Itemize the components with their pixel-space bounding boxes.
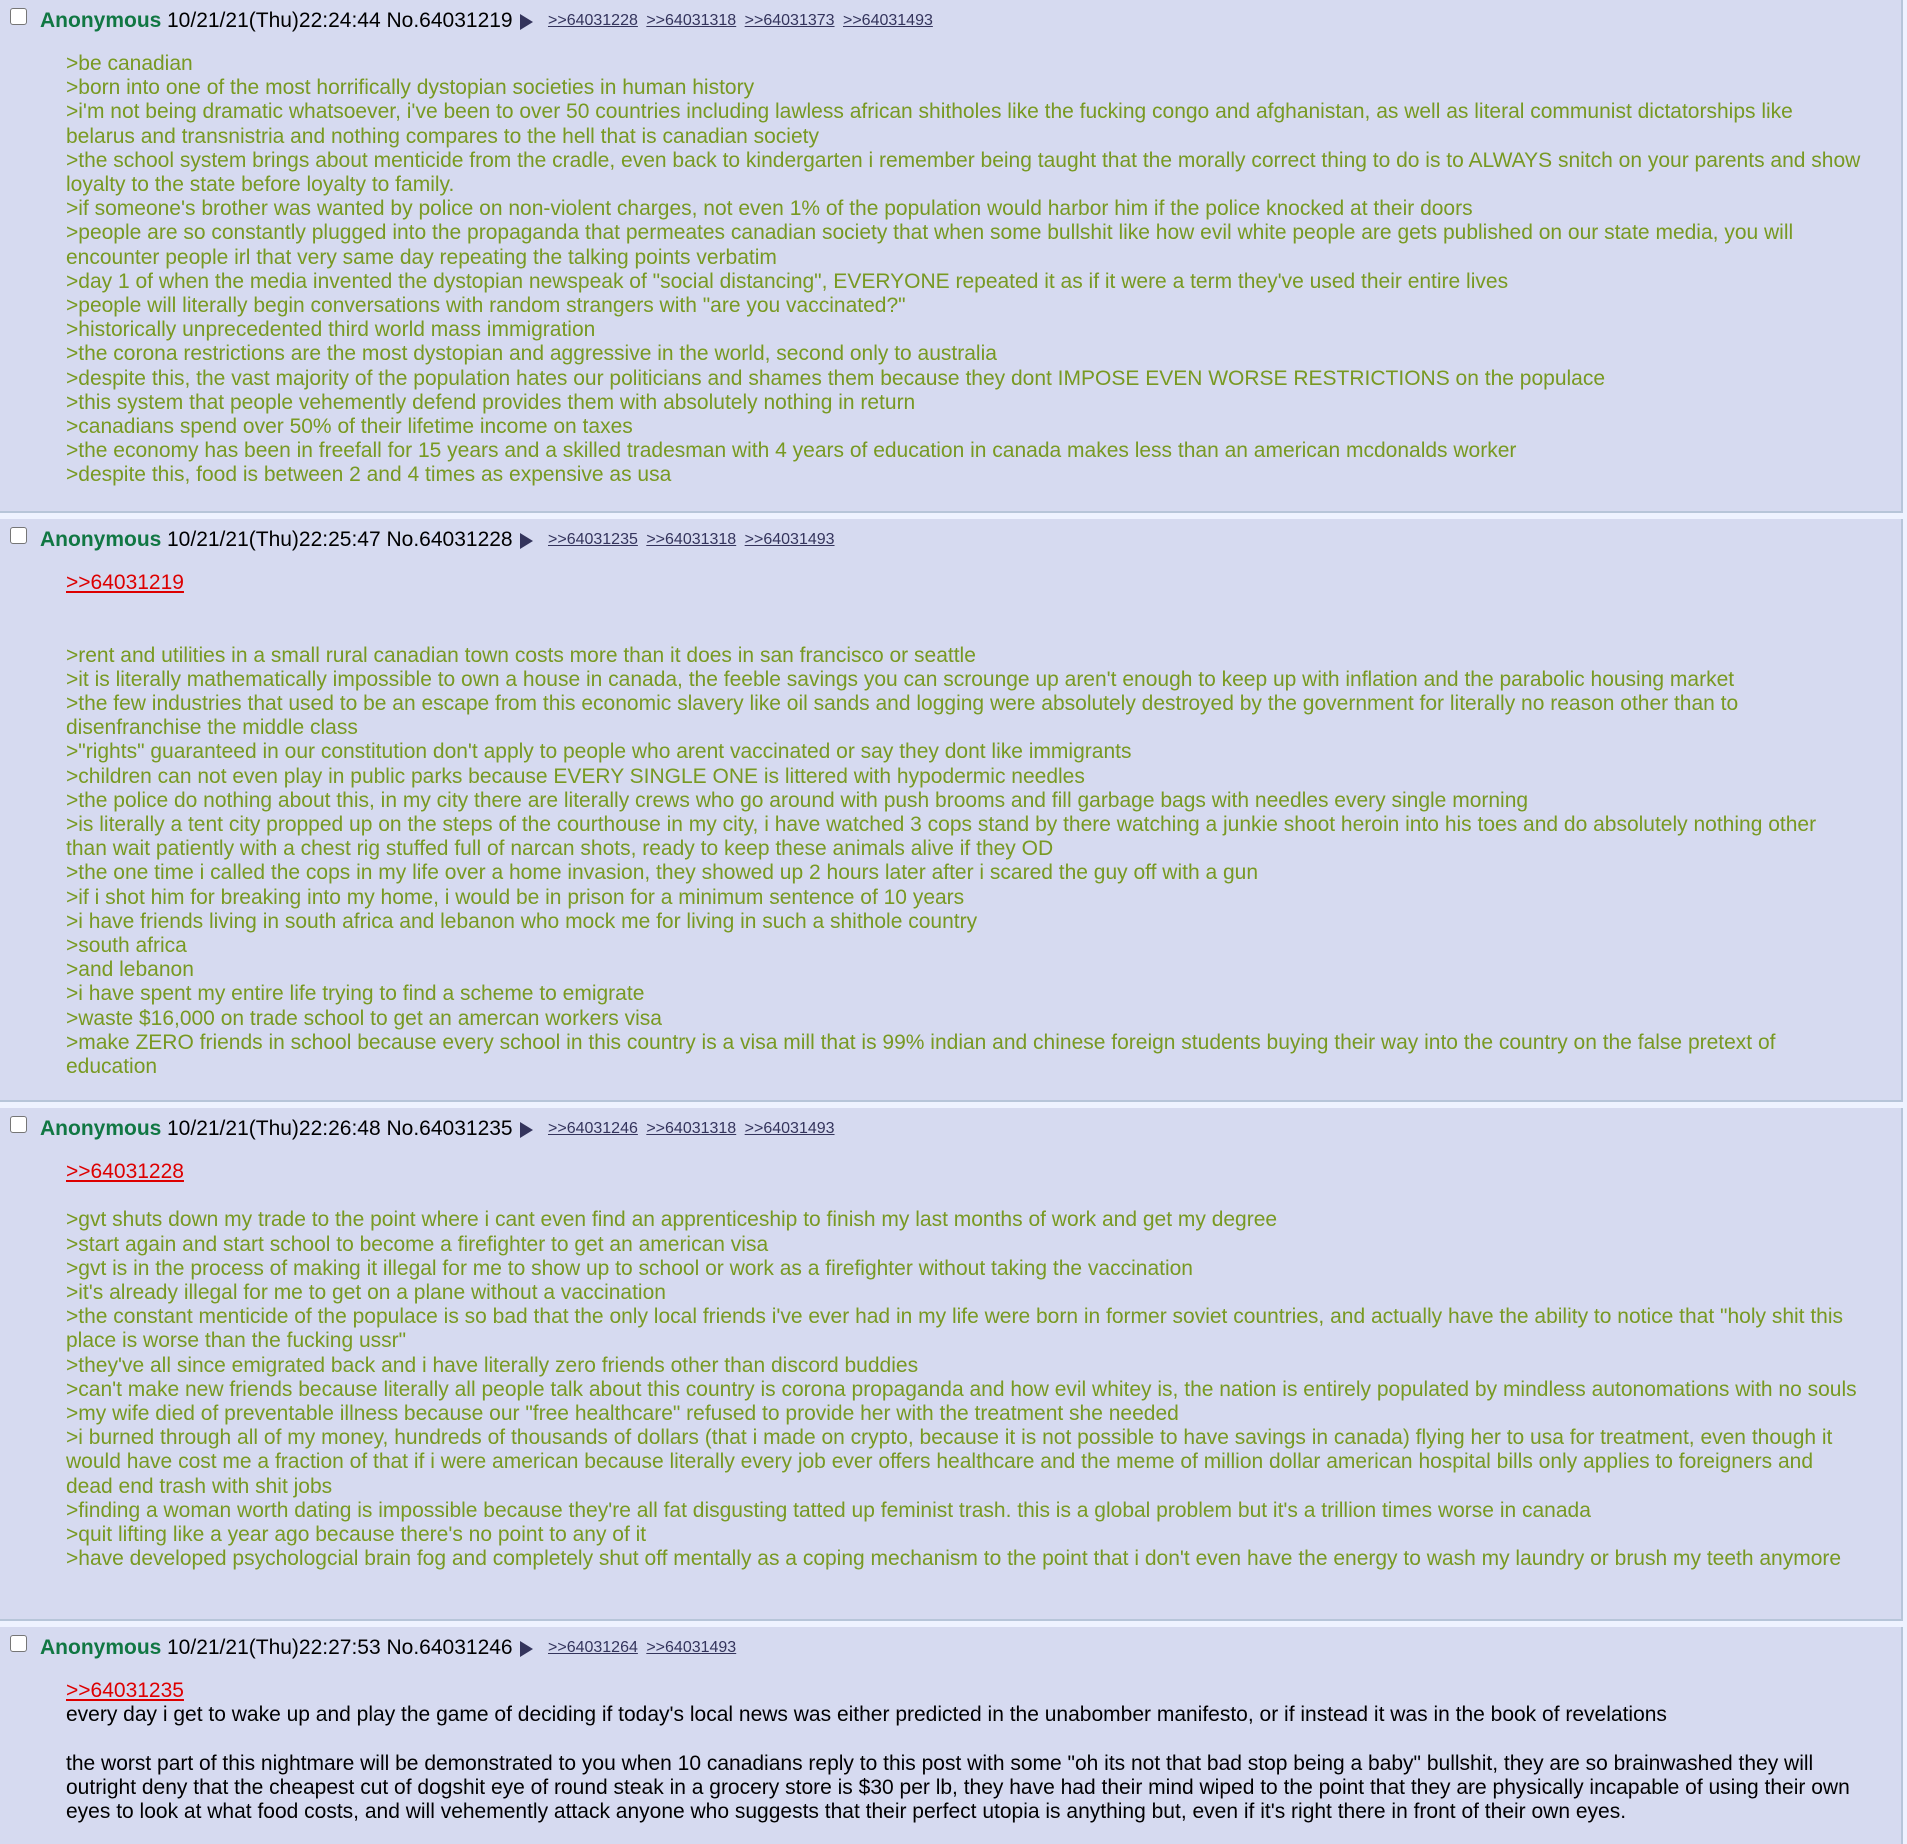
greentext-line: >"rights" guaranteed in our constitution don't apply to people who arent vaccinated or say they dont like immigrants: [66, 740, 1132, 764]
post-datetime-number[interactable]: 10/21/21(Thu)22:24:44 No.64031219: [167, 9, 513, 32]
greentext-line: >the constant menticide of the populace is so bad that the only local friends i've ever had in my life were born in former soviet countries, and actually have the ability to notice that "holy shit this place is worse than the fucking ussr": [66, 1305, 1849, 1353]
post: [0, 519, 1903, 1102]
greentext-line: >the police do nothing about this, in my city there are literally crews who go around with push brooms and fill garbage bags with needles every single morning: [66, 788, 1529, 812]
backlinks: [548, 1638, 740, 1658]
quote-link[interactable]: >>64031219: [66, 571, 184, 594]
quote-link[interactable]: >>64031228: [66, 1160, 184, 1183]
greentext-line: >children can not even play in public parks because EVERY SINGLE ONE is littered with hypodermic needles: [66, 764, 1085, 788]
greentext-line: >i have spent my entire life trying to find a scheme to emigrate: [66, 982, 645, 1006]
post-select-checkbox[interactable]: [10, 1635, 27, 1652]
blank-line: [66, 1184, 1861, 1208]
backlink[interactable]: >>64031493: [744, 531, 835, 548]
post-body: [66, 1679, 1861, 1824]
greentext-line: >it is literally mathematically impossible to own a house in canada, the feeble savings you can scrounge up aren't enough to keep up with inflation and the parabolic housing market: [66, 667, 1735, 691]
greentext-line: >quit lifting like a year ago because there's no point to any of it: [66, 1523, 647, 1547]
post: [0, 1108, 1903, 1621]
greentext-line: >the economy has been in freefall for 15 years and a skilled tradesman with 4 years of education in canada makes less than an american mcdonalds worker: [66, 439, 1517, 463]
greentext-line: >if someone's brother was wanted by police on non-violent charges, not even 1% of the population would harbor him if the police knocked at their doors: [66, 197, 1473, 221]
blank-line: [66, 595, 1861, 619]
greentext-line: >the school system brings about menticide from the cradle, even back to kindergarten i remember being taught that the morally correct thing to do is to ALWAYS snitch on your parents and show loyalty to the state before loyalty to family.: [66, 148, 1867, 197]
greentext-line: >canadians spend over 50% of their lifetime income on taxes: [66, 415, 633, 439]
poster-name: Anonymous: [40, 9, 162, 32]
greentext-line: >south africa: [66, 934, 187, 958]
greentext-line: >born into one of the most horrifically dystopian societies in human history: [66, 76, 755, 100]
greentext-line: >be canadian: [66, 52, 193, 75]
post: [0, 1627, 1903, 1844]
blank-line: [66, 619, 1861, 643]
greentext-line: >this system that people vehemently defend provides them with absolutely nothing in return: [66, 390, 916, 414]
expand-arrow-icon[interactable]: [520, 1641, 533, 1657]
greentext-line: >my wife died of preventable illness because our "free healthcare" refused to provide her with the treatment she needed: [66, 1402, 1179, 1426]
backlink[interactable]: >>64031373: [744, 12, 835, 29]
greentext-line: >if i shot him for breaking into my home, i would be in prison for a minimum sentence of 10 years: [66, 885, 965, 909]
post-select-checkbox[interactable]: [10, 8, 27, 25]
post-datetime-number[interactable]: 10/21/21(Thu)22:26:48 No.64031235: [167, 1117, 513, 1140]
greentext-line: >gvt is in the process of making it illegal for me to show up to school or work as a firefighter without taking the vaccination: [66, 1256, 1193, 1280]
greentext-line: >i have friends living in south africa and lebanon who mock me for living in such a shithole country: [66, 909, 978, 933]
poster-name: Anonymous: [40, 1636, 162, 1659]
quote-link[interactable]: >>64031235: [66, 1679, 184, 1702]
greentext-line: >people are so constantly plugged into the propaganda that permeates canadian society that when some bullshit like how evil white people are gets published on our state media, you will encounter people irl that very same day repeating the talking points verbatim: [66, 221, 1800, 269]
greentext-line: >waste $16,000 on trade school to get an amercan workers visa: [66, 1006, 662, 1030]
greentext-line: >gvt shuts down my trade to the point where i cant even find an apprenticeship to finish my last months of work and get my degree: [66, 1208, 1278, 1232]
comment-line: every day i get to wake up and play the game of deciding if today's local news was either predicted in the unabomber manifesto, or if instead it was in the book of revelations: [66, 1703, 1667, 1727]
expand-arrow-icon[interactable]: [520, 1122, 533, 1138]
greentext-line: >people will literally begin conversations with random strangers with "are you vaccinated?": [66, 294, 906, 318]
greentext-line: >i'm not being dramatic whatsoever, i've been to over 50 countries including lawless african shitholes like the fucking congo and afghanistan, as well as literal communist dictatorships like belarus and transnistria and nothing compares to the hell that is canadian society: [66, 100, 1799, 148]
expand-arrow-icon[interactable]: [520, 14, 533, 30]
post-header: [0, 0, 1901, 44]
backlink[interactable]: >>64031318: [646, 12, 737, 29]
greentext-line: >is literally a tent city propped up on the steps of the courthouse in my city, i have watched 3 cops stand by there watching a junkie shoot heroin into his toes and do absolutely nothing other than wait patiently with a chest rig stuffed full of narcan shots, ready to keep these animals alive if they OD: [66, 813, 1822, 861]
backlink[interactable]: >>64031318: [646, 531, 737, 548]
backlink[interactable]: >>64031493: [646, 1639, 737, 1656]
greentext-line: >it's already illegal for me to get on a plane without a vaccination: [66, 1281, 666, 1304]
poster-name: Anonymous: [40, 1117, 162, 1140]
greentext-line: >they've all since emigrated back and i have literally zero friends other than discord buddies: [66, 1353, 919, 1377]
backlinks: [548, 1119, 839, 1139]
backlinks: [548, 11, 937, 31]
post-header: [0, 519, 1901, 563]
greentext-line: >rent and utilities in a small rural canadian town costs more than it does in san francisco or seattle: [66, 643, 976, 667]
greentext-line: >despite this, the vast majority of the population hates our politicians and shames them because they dont IMPOSE EVEN WORSE RESTRICTIONS on the populace: [66, 366, 1606, 390]
post-body: [66, 1160, 1861, 1571]
post: [0, 0, 1903, 513]
greentext-line: >i burned through all of my money, hundreds of thousands of dollars (that i made on crypto, because it is not possible to have savings in canada) flying her to usa for treatment, even though it would have cost me a fraction of that if i were american because literally every job ever offers healthcare and the meme of million dollar american hospital bills only applies to foreigners and dead end trash with shit jobs: [66, 1426, 1839, 1498]
greentext-line: >the few industries that used to be an escape from this economic slavery like oil sands and logging were absolutely destroyed by the government for literally no reason other than to disenfranchise the middle class: [66, 691, 1745, 740]
backlink[interactable]: >>64031493: [842, 12, 933, 29]
greentext-line: >start again and start school to become a firefighter to get an american visa: [66, 1232, 769, 1256]
post-select-checkbox[interactable]: [10, 1116, 27, 1133]
post-header: [0, 1627, 1901, 1671]
backlink[interactable]: >>64031246: [548, 1120, 638, 1137]
backlink[interactable]: >>64031228: [548, 12, 638, 29]
greentext-line: >finding a woman worth dating is impossible because they're all fat disgusting tatted up feminist trash. this is a global problem but it's a trillion times worse in canada: [66, 1498, 1591, 1522]
greentext-line: >make ZERO friends in school because every school in this country is a visa mill that is 99% indian and chinese foreign students buying their way into the country on the false pretext of education: [66, 1030, 1782, 1079]
backlink[interactable]: >>64031493: [744, 1120, 835, 1137]
post-select-checkbox[interactable]: [10, 527, 27, 544]
greentext-line: >the corona restrictions are the most dystopian and aggressive in the world, second only to australia: [66, 342, 997, 366]
blank-line: [66, 1727, 1861, 1751]
greentext-line: >historically unprecedented third world mass immigration: [66, 318, 596, 342]
backlinks: [548, 530, 839, 550]
greentext-line: >the one time i called the cops in my life over a home invasion, they showed up 2 hours later after i scared the guy off with a gun: [66, 861, 1259, 885]
greentext-line: >have developed psychologcial brain fog and completely shut off mentally as a coping mechanism to the point that i don't even have the energy to wash my laundry or brush my teeth anymore: [66, 1547, 1842, 1571]
greentext-line: >day 1 of when the media invented the dystopian newspeak of "social distancing", EVERYONE repeated it as if it were a term they've used their entire lives: [66, 269, 1509, 293]
comment-line: the worst part of this nightmare will be demonstrated to you when 10 canadians reply to this post with some "oh its not that bad stop being a baby" bullshit, they are so brainwashed they will outright deny that the cheapest cut of dogshit eye of round steak in a grocery store is $30 per lb, they have had their mind wiped to the point that they are physically incapable of using their own eyes to look at what food costs, and will vehemently attack anyone who suggests that their perfect utopia is anything but, even if it's right there in front of their own eyes.: [66, 1751, 1856, 1823]
post-body: [66, 571, 1861, 1079]
greentext-line: >and lebanon: [66, 958, 194, 982]
greentext-line: >despite this, food is between 2 and 4 times as expensive as usa: [66, 463, 672, 487]
post-header: [0, 1108, 1901, 1152]
post-body: [66, 52, 1867, 488]
post-datetime-number[interactable]: 10/21/21(Thu)22:27:53 No.64031246: [167, 1636, 513, 1659]
post-datetime-number[interactable]: 10/21/21(Thu)22:25:47 No.64031228: [167, 528, 513, 551]
backlink[interactable]: >>64031318: [646, 1120, 737, 1137]
backlink[interactable]: >>64031235: [548, 531, 638, 548]
expand-arrow-icon[interactable]: [520, 533, 533, 549]
backlink[interactable]: >>64031264: [548, 1639, 638, 1656]
greentext-line: >can't make new friends because literally all people talk about this country is corona propaganda and how evil whitey is, the nation is entirely populated by mindless autonomations with no souls: [66, 1377, 1857, 1401]
poster-name: Anonymous: [40, 528, 162, 551]
